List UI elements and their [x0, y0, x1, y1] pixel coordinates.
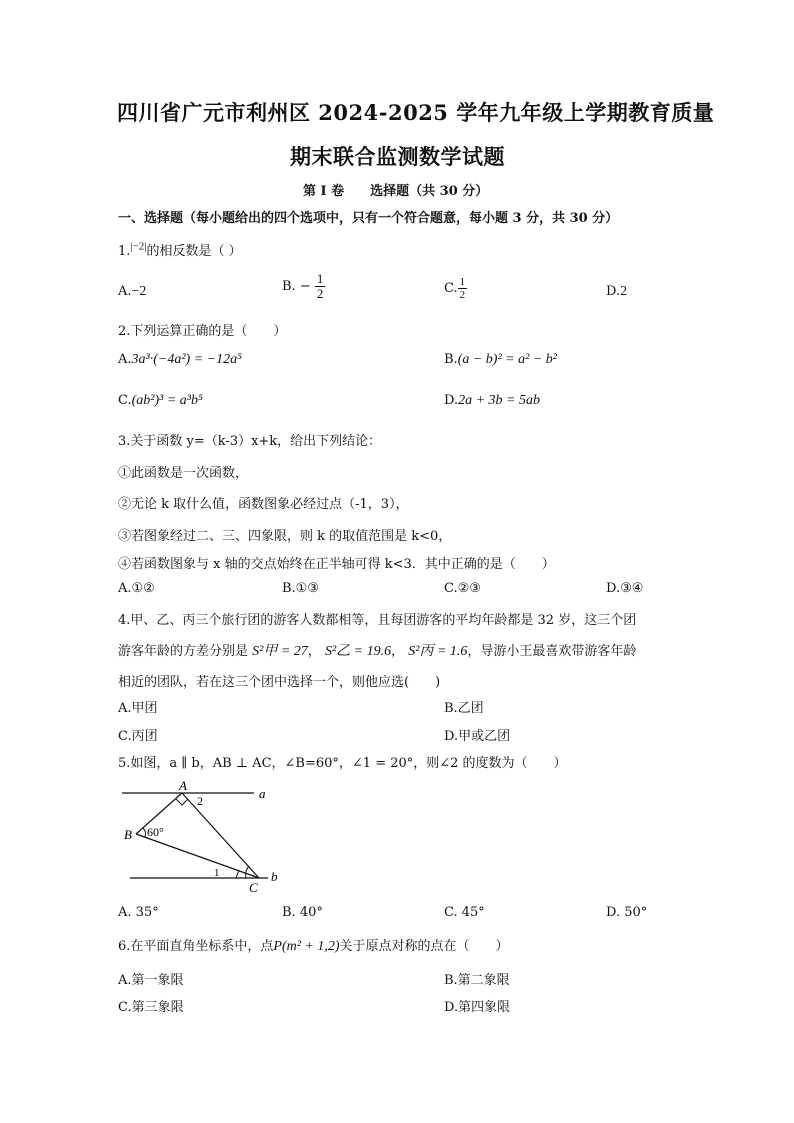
q3-statement-3: ③若图象经过二、三、四象限，则 k 的取值范围是 k<0， — [118, 529, 452, 544]
q2-option-a[interactable]: A.3a³·(−4a²) = −12a⁵ — [118, 352, 242, 367]
q3-statement-2: ②无论 k 取什么值，函数图象必经过点（-1，3）， — [118, 497, 409, 512]
q3-option-d[interactable]: D.③④ — [606, 581, 644, 596]
question-6: 6.在平面直角坐标系中，点P(m² + 1,2)关于原点对称的点在（ ） — [118, 939, 509, 954]
question-4-line-2: 游客年龄的方差分别是 S²甲 = 27， S²乙 = 19.6， S²丙 = 1.6，导游小王最喜欢带游客年龄 — [118, 644, 637, 659]
point-p: P(m² + 1,2) — [273, 939, 340, 954]
variance-jia: S²甲 = 27 — [252, 644, 308, 659]
question-4-line-1: 4.甲、乙、丙三个旅行团的游客人数都相等，且每团游客的平均年龄都是 32 岁，这三个团 — [118, 613, 637, 628]
fraction: $\frac{1}{2}$ — [316, 271, 324, 301]
q1-option-c[interactable]: C. $\frac{1}{2}$ — [444, 276, 466, 301]
angle-c-arc — [246, 866, 249, 878]
q3-option-c[interactable]: C.②③ — [444, 581, 481, 596]
q6-option-c[interactable]: C.第三象限 — [118, 1000, 184, 1015]
q1-option-d[interactable]: D.2 — [606, 284, 628, 299]
page-title-line1: 四川省广元市利州区 2024-2025 学年九年级上学期教育质量 — [117, 100, 715, 125]
label-angle-2: 2 — [197, 794, 203, 808]
page-title-line2: 期末联合监测数学试题 — [290, 144, 505, 169]
label-point-c: C — [249, 880, 258, 895]
q6-option-a[interactable]: A.第一象限 — [118, 973, 184, 988]
label-point-b: B — [124, 827, 132, 842]
q6-option-b[interactable]: B.第二象限 — [444, 973, 510, 988]
segment-bc — [136, 834, 259, 878]
angle-60-arc — [143, 828, 145, 837]
question-5: 5.如图，a ∥ b，AB ⊥ AC，∠B=60°，∠1 = 20°，则∠2 的度数为（ ） — [118, 756, 567, 771]
question-3: 3.关于函数 y=（k-3）x+k，给出下列结论： — [118, 434, 382, 449]
q4-option-c[interactable]: C.丙团 — [118, 729, 158, 744]
q2-option-b[interactable]: B.(a − b)² = a² − b² — [444, 352, 557, 367]
geometry-diagram — [118, 778, 288, 898]
q2-option-c[interactable]: C.(ab²)³ = a³b⁵ — [118, 393, 203, 408]
q6-option-d[interactable]: D.第四象限 — [444, 1000, 511, 1015]
segment-ac — [182, 793, 259, 878]
q1-number: 1. — [118, 244, 131, 259]
variance-yi: S²乙 = 19.6 — [324, 644, 392, 659]
question-2: 2.下列运算正确的是（ ） — [118, 324, 287, 339]
q4-option-d[interactable]: D.甲或乙团 — [444, 729, 511, 744]
question-1 — [118, 240, 242, 259]
q3-option-a[interactable]: A.①② — [118, 581, 155, 596]
section-heading: 一、选择题（每小题给出的四个选项中，只有一个符合题意，每小题 3 分，共 30 分） — [118, 211, 619, 226]
q2-option-d[interactable]: D.2a + 3b = 5ab — [444, 393, 540, 408]
question-4-line-3: 相近的团队，若在这三个团中选择一个，则他应选( ) — [118, 675, 441, 690]
label-angle-60: 60° — [147, 825, 164, 839]
label-angle-1: 1 — [214, 867, 220, 879]
angle-1-arc — [236, 871, 239, 878]
q5-option-b[interactable]: B. 40° — [282, 905, 323, 920]
q1-abs-expression: |−2| — [130, 240, 147, 253]
q4-option-a[interactable]: A.甲团 — [118, 701, 158, 716]
right-angle-mark — [176, 799, 188, 805]
label-point-a: A — [179, 778, 187, 793]
q5-option-d[interactable]: D. 50° — [606, 905, 648, 920]
variance-bing: S²丙 = 1.6 — [408, 644, 468, 659]
q4-option-b[interactable]: B.乙团 — [444, 701, 484, 716]
part-heading: 第 I 卷 选择题（共 30 分） — [303, 184, 489, 199]
label-line-a: a — [259, 786, 266, 801]
geometry-figure — [118, 778, 288, 898]
q1-text: 的相反数是（ ） — [146, 244, 242, 259]
q1-option-a[interactable]: A.−2 — [118, 284, 147, 299]
q5-option-c[interactable]: C. 45° — [444, 905, 485, 920]
q3-option-b[interactable]: B.①③ — [282, 581, 319, 596]
fraction: $\frac{1}{2}$ — [459, 276, 466, 301]
q3-statement-4: ④若函数图象与 x 轴的交点始终在正半轴可得 k<3．其中正确的是（ ） — [118, 557, 555, 572]
label-line-b: b — [271, 869, 278, 884]
q3-statement-1: ①此函数是一次函数， — [118, 466, 249, 481]
q1-option-b[interactable]: B. − $\frac{1}{2}$ — [282, 271, 324, 301]
q5-option-a[interactable]: A. 35° — [118, 905, 159, 920]
